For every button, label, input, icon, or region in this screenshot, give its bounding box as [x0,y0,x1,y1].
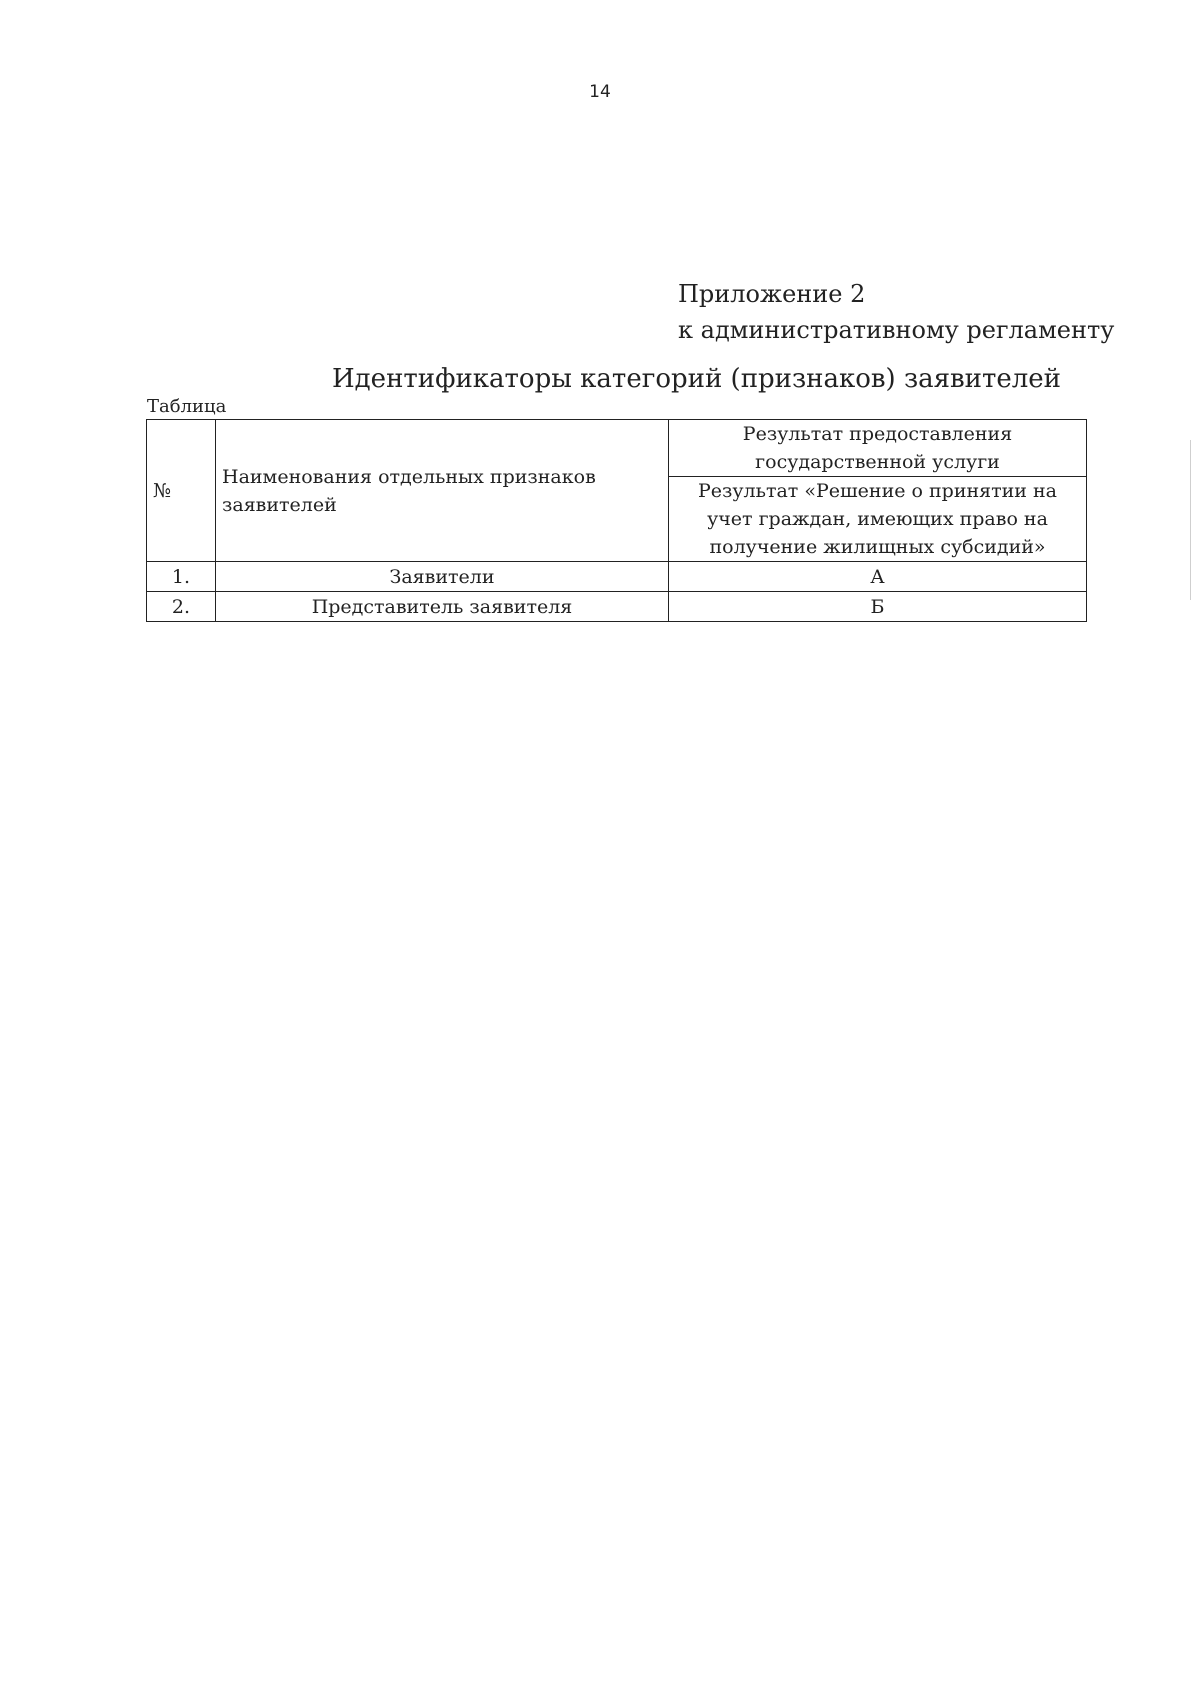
row-identifier: А [669,562,1087,592]
identifiers-table [146,419,1087,622]
page-number: 14 [589,82,611,102]
appendix-line-2: к административному регламенту [678,316,1115,344]
header-result-group: Результат предоставления государственной услуги [669,420,1087,477]
appendix-heading [678,276,1114,348]
appendix-line-1: Приложение 2 [678,280,866,308]
row-category: Представитель заявителя [216,592,669,622]
row-category: Заявители [216,562,669,592]
table-label: Таблица [147,396,227,417]
table-row [147,562,1087,592]
document-title: Идентификаторы категорий (признаков) заявителей [332,364,1062,394]
table-row [147,592,1087,622]
row-identifier: Б [669,592,1087,622]
header-result-detail: Результат «Решение о принятии на учет граждан, имеющих право на получение жилищных субсидий» [669,477,1087,562]
header-number: № [147,420,216,562]
header-applicant-features: Наименования отдельных признаков заявителей [216,420,669,562]
row-number: 1. [147,562,216,592]
row-number: 2. [147,592,216,622]
scan-edge-line [1190,440,1191,600]
table-header-row [147,420,1087,477]
